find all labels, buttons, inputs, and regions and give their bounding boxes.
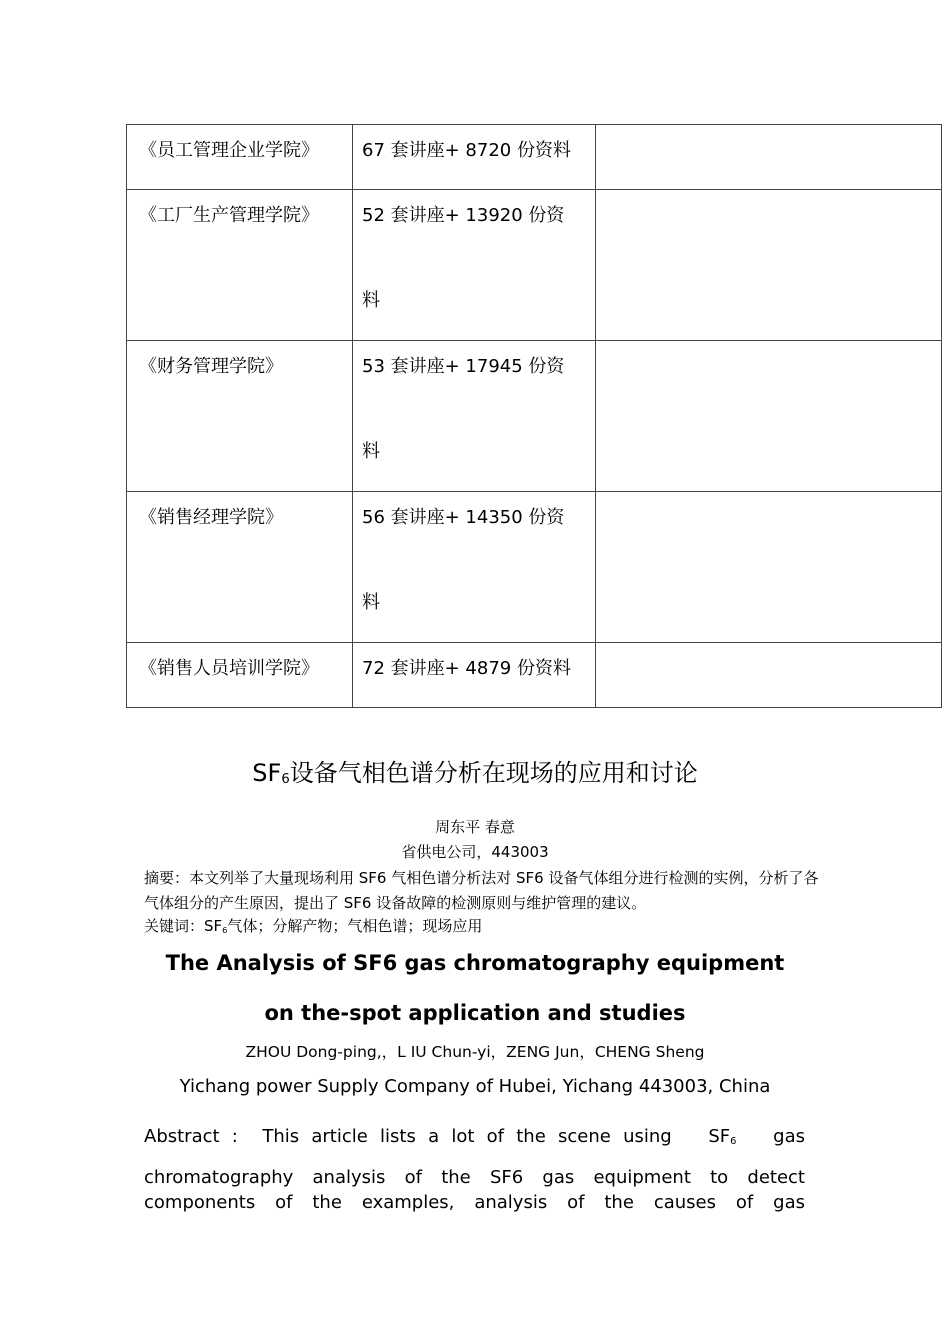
authors-cn: 周东平 春意	[435, 818, 515, 836]
course-content-text: 52 套讲座+ 13920 份资	[362, 205, 565, 226]
course-content-wrap: 料	[362, 290, 380, 311]
empty-cell	[596, 125, 942, 190]
table-row	[127, 190, 942, 341]
abstract-en-line	[144, 1124, 805, 1154]
table-row	[127, 492, 942, 643]
course-name-cell: 《员工管理企业学院》	[127, 125, 353, 190]
title-prefix: SF	[252, 759, 282, 787]
abstract-cn: 摘要：本文列举了大量现场利用 SF6 气相色谱分析法对 SF6 设备气体组分进行检测的实例，分析了各气体组分的产生原因，提出了 SF6 设备故障的检测原则与维护管理的建议。	[144, 869, 819, 912]
course-content-text: 53 套讲座+ 17945 份资	[362, 356, 565, 377]
course-catalog-table	[126, 124, 942, 708]
course-content-cell	[353, 190, 596, 341]
affiliation-en: Yichang power Supply Company of Hubei, Yichang 443003, China	[179, 1076, 771, 1097]
abstract-en-subscript: 6	[730, 1136, 737, 1147]
course-content-cell	[353, 643, 596, 708]
course-name-cell: 《销售人员培训学院》	[127, 643, 353, 708]
course-content-wrap: 料	[362, 441, 380, 462]
course-content-text: 56 套讲座+ 14350 份资	[362, 507, 565, 528]
abstract-en-line: components of the examples, analysis of the causes of gas	[144, 1192, 805, 1213]
title-rest: 设备气相色谱分析在现场的应用和讨论	[289, 759, 698, 787]
title-en-line2: on the-spot application and studies	[264, 1001, 686, 1025]
course-content-wrap: 料	[362, 592, 380, 613]
empty-cell	[596, 190, 942, 341]
course-name-cell: 《工厂生产管理学院》	[127, 190, 353, 341]
paper-title-en	[0, 950, 950, 1026]
abstract-en-line: chromatography analysis of the SF6 gas equipment to detect	[144, 1167, 805, 1188]
course-content-cell	[353, 125, 596, 190]
keywords-subscript: 6	[222, 925, 228, 935]
keywords-rest: 气体；分解产物；气相色谱；现场应用	[227, 917, 483, 935]
table-row	[127, 125, 942, 190]
authors-en: ZHOU Dong-ping,，L IU Chun-yi，ZENG Jun，CHENG Sheng	[245, 1043, 705, 1061]
empty-cell	[596, 492, 942, 643]
title-en-line1: The Analysis of SF6 gas chromatography equipment	[165, 951, 785, 975]
course-content-text: 72 套讲座+ 4879 份资料	[362, 658, 571, 679]
table-row	[127, 341, 942, 492]
course-content-text: 67 套讲座+ 8720 份资料	[362, 140, 571, 161]
paper-title	[0, 757, 950, 796]
keywords-cn	[144, 916, 482, 940]
table-row	[127, 643, 942, 708]
course-name-cell: 《销售经理学院》	[127, 492, 353, 643]
affiliation-cn: 省供电公司，443003	[401, 843, 549, 861]
empty-cell	[596, 643, 942, 708]
keywords-prefix: 关键词：SF	[144, 917, 223, 935]
abstract-en	[144, 1124, 805, 1215]
title-subscript: 6	[281, 772, 290, 787]
empty-cell	[596, 341, 942, 492]
course-name-cell: 《财务管理学院》	[127, 341, 353, 492]
course-content-cell	[353, 492, 596, 643]
abstract-en-text: gas	[736, 1126, 806, 1147]
abstract-en-text: Abstract : This article lists a lot of the scene using SF	[144, 1126, 731, 1147]
course-content-cell	[353, 341, 596, 492]
